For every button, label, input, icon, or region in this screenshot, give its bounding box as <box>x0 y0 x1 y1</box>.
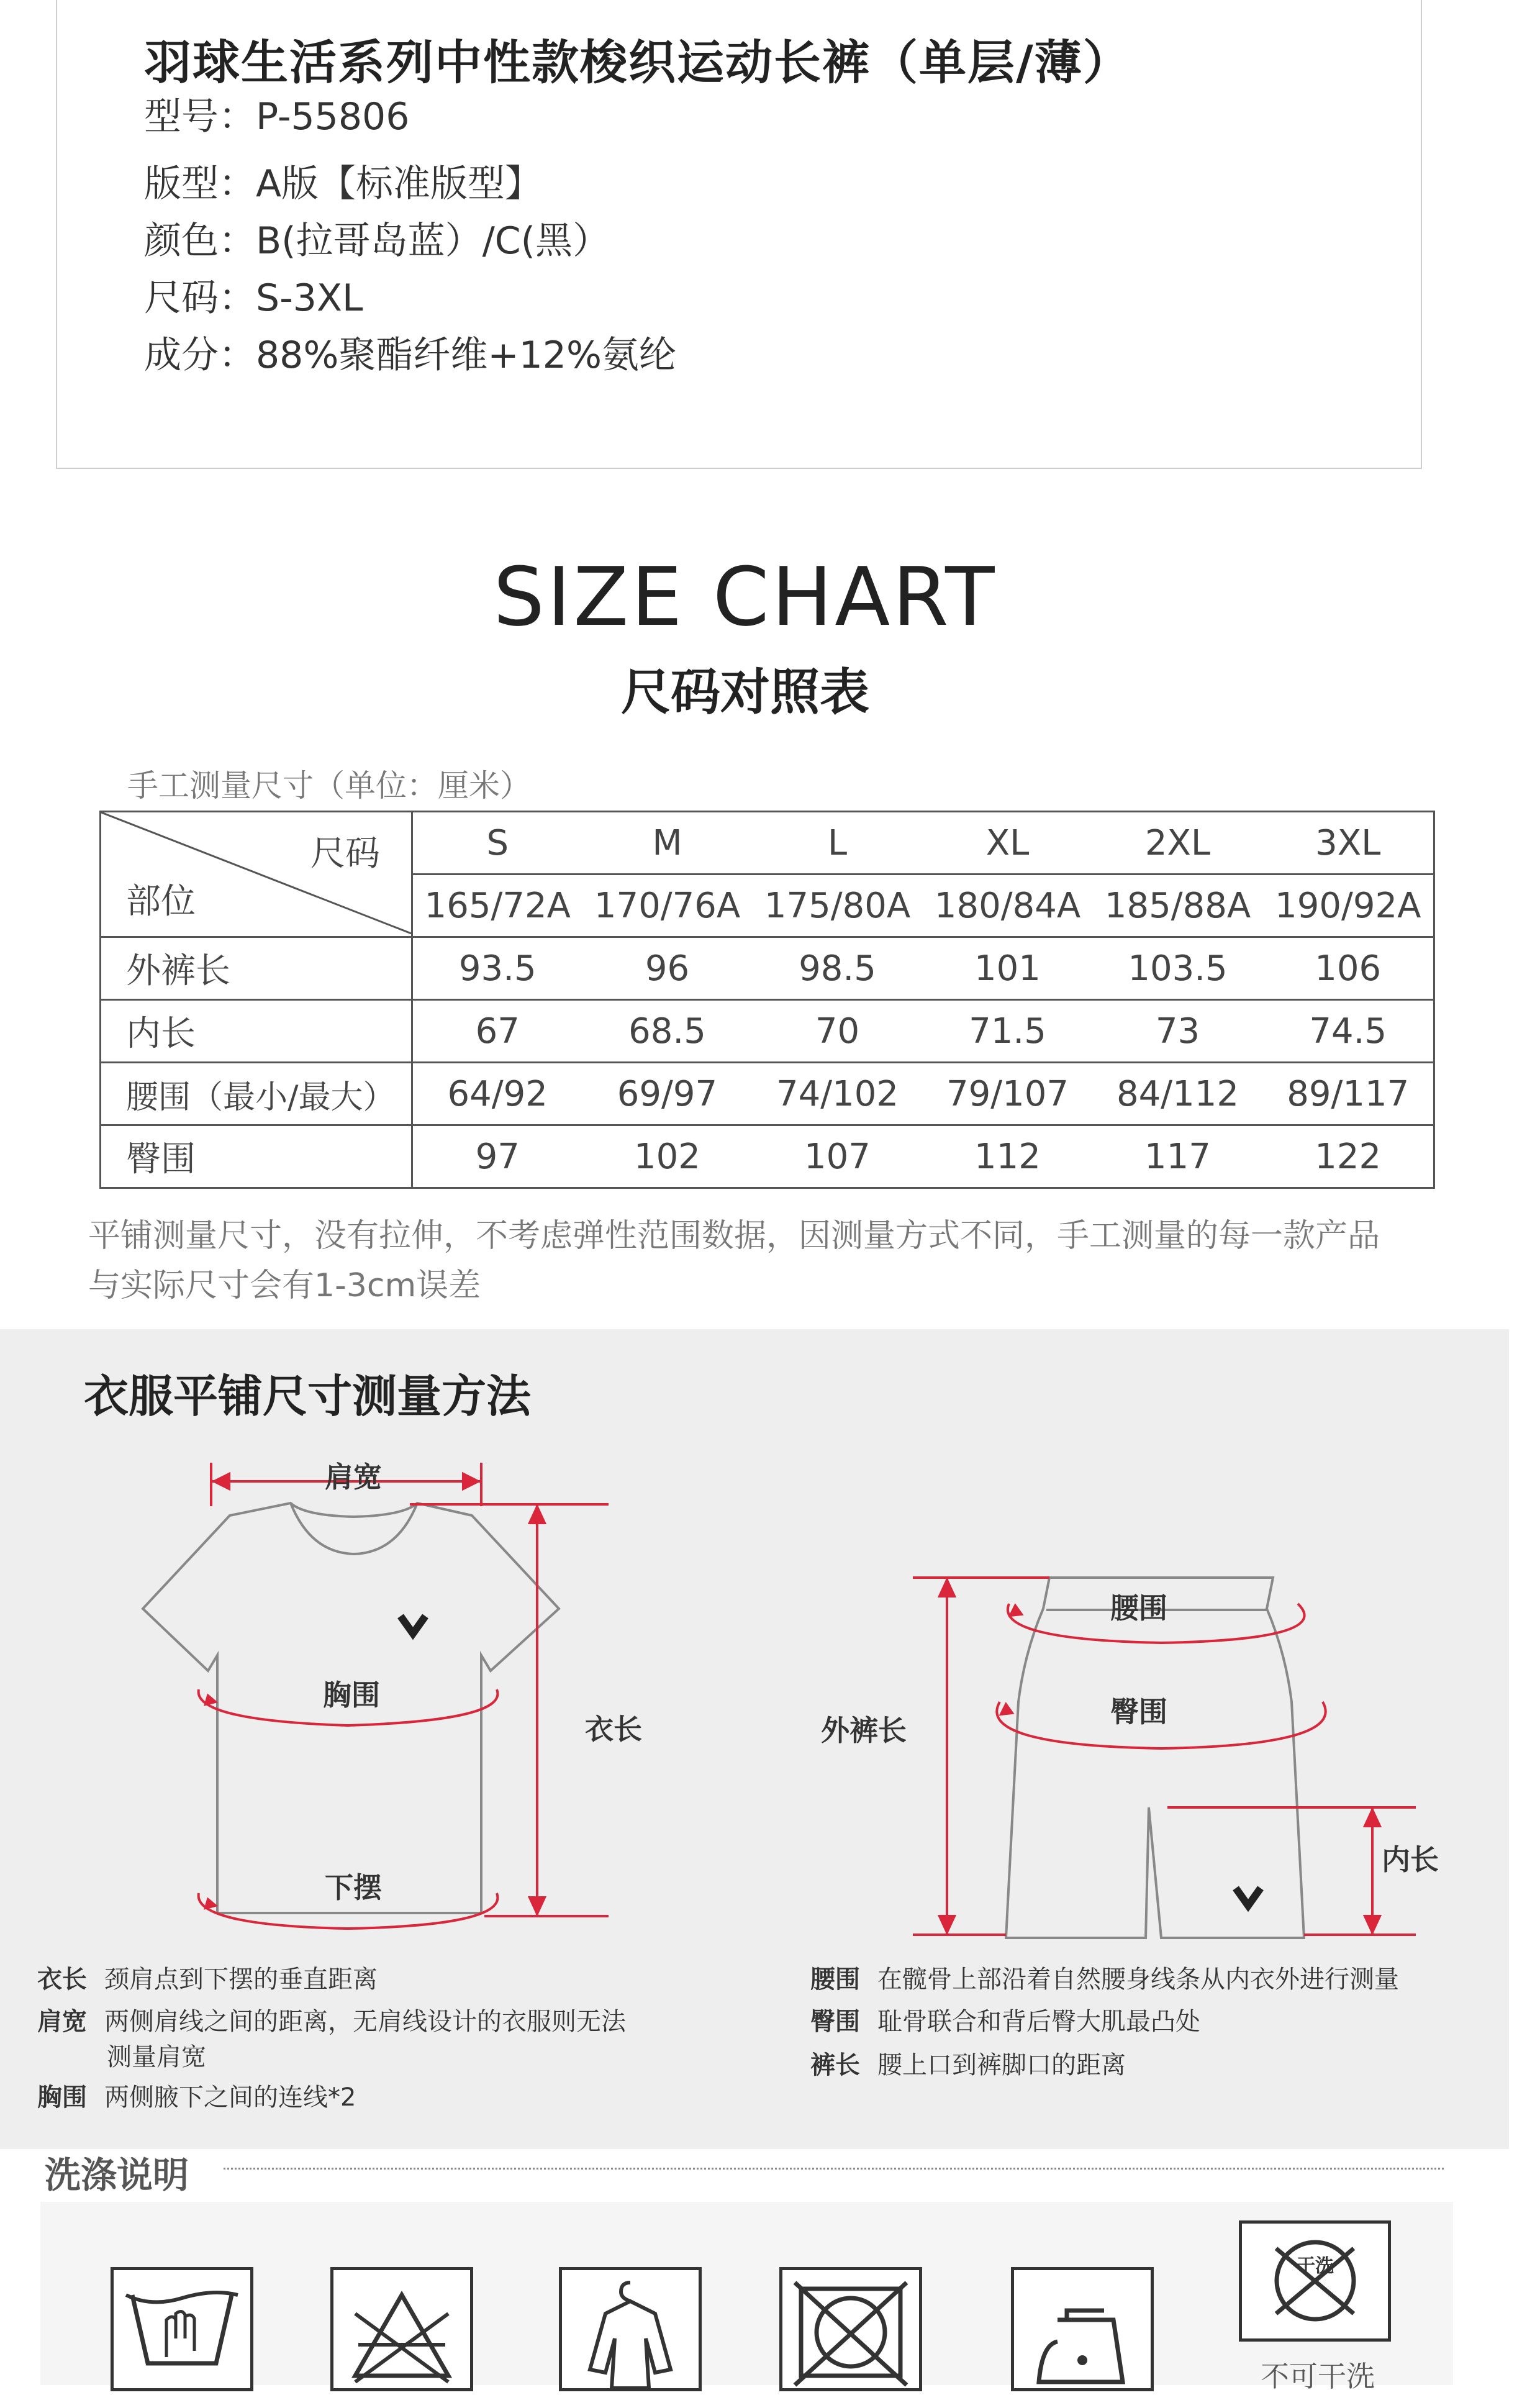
product-title: 羽球生活系列中性款梭织运动长裤（单层/薄） <box>144 35 1131 90</box>
table-cell: 74.5 <box>1263 1000 1434 1063</box>
table-cell: 106 <box>1263 937 1434 1000</box>
table-cell: 103.5 <box>1093 937 1263 1000</box>
def-term: 臀围 <box>810 2007 860 2036</box>
row-part-label: 臀围 <box>101 1125 412 1188</box>
unit-note: 手工测量尺寸（单位：厘米） <box>127 768 531 804</box>
row-part-label: 外裤长 <box>101 937 412 1000</box>
size-header-2xl: 2XL <box>1093 812 1263 875</box>
label-hip: 臀围 <box>1110 1695 1167 1729</box>
corner-part-label: 部位 <box>126 881 196 922</box>
table-cell: 84/112 <box>1093 1063 1263 1125</box>
def-right-3 <box>810 2045 1126 2081</box>
product-model: 型号：P-55806 <box>144 95 410 139</box>
def-desc: 两侧腋下之间的连线*2 <box>104 2083 356 2112</box>
table-header-sizes <box>101 812 1434 875</box>
dry-clean-text: 干洗 <box>1297 2255 1334 2277</box>
size-header-3xl: 3XL <box>1263 812 1434 875</box>
def-left-1 <box>37 1960 378 1995</box>
table-cell: 117 <box>1093 1125 1263 1188</box>
height-cell: 175/80A <box>753 875 923 937</box>
wash-divider <box>224 2168 1444 2170</box>
height-cell: 170/76A <box>582 875 753 937</box>
table-cell: 101 <box>923 937 1093 1000</box>
product-color: 颜色：B(拉哥岛蓝）/C(黑） <box>144 219 610 263</box>
iron-low-icon <box>1011 2267 1154 2391</box>
hang-dry-icon <box>559 2267 702 2391</box>
measurement-note-line1: 平铺测量尺寸，没有拉伸，不考虑弹性范围数据，因测量方式不同，手工测量的每一款产品 <box>88 1217 1380 1255</box>
table-cell: 64/92 <box>412 1063 582 1125</box>
measurement-note <box>88 1211 1461 1311</box>
row-part-label: 腰围（最小/最大） <box>101 1063 412 1125</box>
hand-wash-icon <box>111 2267 253 2391</box>
table-cell: 97 <box>412 1125 582 1188</box>
table-cell: 96 <box>582 937 753 1000</box>
table-corner-cell <box>101 812 412 937</box>
def-left-2 <box>37 2002 626 2037</box>
size-header-xl: XL <box>923 812 1093 875</box>
table-cell: 89/117 <box>1263 1063 1434 1125</box>
label-inseam: 内长 <box>1382 1843 1439 1876</box>
table-cell: 71.5 <box>923 1000 1093 1063</box>
table-cell: 122 <box>1263 1125 1434 1188</box>
table-cell: 74/102 <box>753 1063 923 1125</box>
def-desc: 腰上口到裤脚口的距离 <box>877 2051 1126 2079</box>
table-cell: 93.5 <box>412 937 582 1000</box>
table-cell: 73 <box>1093 1000 1263 1063</box>
brand-logo-icon <box>1236 1888 1261 1906</box>
def-desc: 两侧肩线之间的距离，无肩线设计的衣服则无法 <box>104 2007 626 2036</box>
size-header-l: L <box>753 812 923 875</box>
wash-title: 洗涤说明 <box>45 2154 189 2196</box>
no-dry-clean-label: 不可干洗 <box>1261 2360 1375 2393</box>
table-cell: 79/107 <box>923 1063 1093 1125</box>
table-cell: 68.5 <box>582 1000 753 1063</box>
table-cell: 67 <box>412 1000 582 1063</box>
table-row <box>101 1063 1434 1125</box>
brand-logo-icon <box>401 1616 425 1634</box>
row-part-label: 内长 <box>101 1000 412 1063</box>
pants-diagram <box>900 1559 1459 1950</box>
height-cell: 165/72A <box>412 875 582 937</box>
table-cell: 98.5 <box>753 937 923 1000</box>
table-cell: 102 <box>582 1125 753 1188</box>
no-dry-clean-icon <box>1239 2220 1391 2342</box>
product-fit: 版型：A版【标准版型】 <box>144 162 543 206</box>
size-table <box>99 811 1435 1189</box>
no-tumble-dry-icon <box>779 2267 922 2391</box>
def-left-3 <box>107 2037 206 2073</box>
size-chart-title-en: SIZE CHART <box>493 550 997 644</box>
def-right-2 <box>810 2002 1200 2037</box>
product-material: 成分：88%聚酯纤维+12%氨纶 <box>144 334 676 377</box>
shirt-measure-lines <box>199 1463 609 1929</box>
table-row <box>101 937 1434 1000</box>
table-cell: 70 <box>753 1000 923 1063</box>
size-chart-title-cn: 尺码对照表 <box>621 663 869 721</box>
def-left-4 <box>37 2078 356 2113</box>
corner-size-label: 尺码 <box>310 834 380 874</box>
def-term: 裤长 <box>810 2051 860 2079</box>
pants-outline <box>1006 1578 1304 1938</box>
height-cell: 190/92A <box>1263 875 1434 937</box>
def-desc: 耻骨联合和背后臀大肌最凸处 <box>877 2007 1200 2036</box>
pants-measure-lines <box>913 1578 1416 1935</box>
label-chest: 胸围 <box>323 1678 380 1712</box>
def-term: 腰围 <box>810 1965 860 1994</box>
size-header-s: S <box>412 812 582 875</box>
product-size-range: 尺码：S-3XL <box>144 276 363 320</box>
label-outer-length: 外裤长 <box>821 1714 907 1747</box>
def-term: 肩宽 <box>37 2007 87 2036</box>
label-hem: 下摆 <box>325 1871 382 1904</box>
def-desc: 测量肩宽 <box>107 2043 206 2071</box>
def-term: 胸围 <box>37 2083 87 2112</box>
measurement-note-line2: 与实际尺寸会有1-3cm误差 <box>88 1267 481 1304</box>
measurement-title: 衣服平铺尺寸测量方法 <box>84 1370 532 1422</box>
height-cell: 180/84A <box>923 875 1093 937</box>
table-cell: 112 <box>923 1125 1093 1188</box>
table-cell: 69/97 <box>582 1063 753 1125</box>
label-waist: 腰围 <box>1110 1591 1167 1625</box>
table-row <box>101 1000 1434 1063</box>
table-row <box>101 1125 1434 1188</box>
size-header-m: M <box>582 812 753 875</box>
label-shoulder: 肩宽 <box>325 1460 382 1494</box>
def-desc: 在髋骨上部沿着自然腰身线条从内衣外进行测量 <box>877 1965 1399 1994</box>
no-bleach-icon <box>330 2267 473 2391</box>
label-length: 衣长 <box>585 1712 642 1746</box>
def-desc: 颈肩点到下摆的垂直距离 <box>104 1965 378 1994</box>
def-right-1 <box>810 1960 1399 1995</box>
height-cell: 185/88A <box>1093 875 1263 937</box>
def-term: 衣长 <box>37 1965 87 1994</box>
table-cell: 107 <box>753 1125 923 1188</box>
